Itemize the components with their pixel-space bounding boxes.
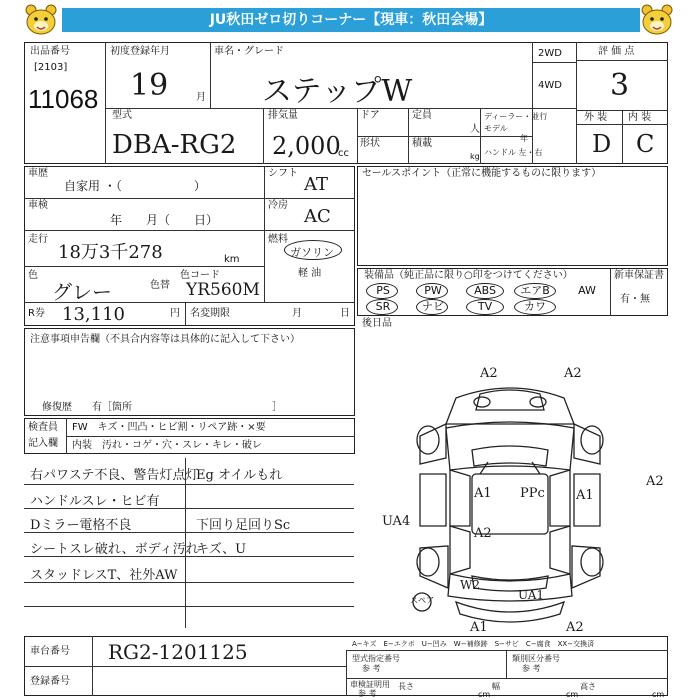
month-unit: 月 bbox=[292, 308, 302, 319]
reg-label: 初度登録年月 bbox=[110, 46, 170, 57]
4wd-label: 4WD bbox=[538, 80, 562, 91]
disp-unit: cc bbox=[338, 148, 349, 159]
km-unit: km bbox=[224, 254, 240, 265]
backseat-label: 後日品 bbox=[362, 318, 392, 329]
damage-bottom-left: A1 bbox=[470, 620, 488, 635]
grade-label: 評 価 点 bbox=[598, 46, 635, 57]
color-value: グレー bbox=[52, 280, 112, 304]
height-unit: cm bbox=[652, 690, 665, 699]
checker-label-2: 記入欄 bbox=[28, 438, 58, 449]
equipment-title: 装備品（純正品に限り○印をつけてください） bbox=[364, 270, 573, 281]
int-label: 内 装 bbox=[628, 112, 652, 123]
damage-left-side: UA4 bbox=[382, 514, 411, 529]
handle-label: ハンドル 左・右 bbox=[484, 148, 543, 157]
height-label: 高さ bbox=[580, 682, 596, 691]
mileage-label: 走行 bbox=[28, 234, 48, 245]
equip-navi-circle bbox=[416, 299, 448, 315]
equip-ps: PS bbox=[376, 284, 390, 297]
day-unit: 日 bbox=[340, 308, 350, 319]
fuel-gas-circle bbox=[284, 240, 342, 260]
damage-left-mid: A1 bbox=[474, 486, 492, 501]
equip-sr: SR bbox=[375, 300, 391, 313]
mileage-value: 18万3千278 bbox=[58, 242, 163, 263]
damage-center: PPc bbox=[520, 486, 545, 501]
door-label: ドア bbox=[360, 110, 380, 121]
remark-right-1: Eg オイルもれ bbox=[196, 468, 283, 483]
checker-label-1: 検査員 bbox=[28, 422, 58, 433]
ac-label: 冷房 bbox=[268, 200, 288, 211]
cert-label: 車検証明用 bbox=[350, 680, 390, 689]
lot-number: 11068 bbox=[28, 84, 99, 114]
grade-value: 3 bbox=[610, 68, 630, 103]
equip-tv: TV bbox=[477, 300, 493, 313]
mascot-logo-left bbox=[24, 4, 58, 36]
equip-leather-circle bbox=[514, 299, 556, 315]
equip-tv-circle bbox=[466, 299, 504, 315]
damage-legend: A−キズ E−エクボ U−凹み W−補修跡 S−サビ C−腐食 XX−交換済 bbox=[352, 640, 595, 648]
cap-label: 定員 bbox=[412, 110, 432, 121]
cert-ref: 参 考 bbox=[358, 689, 377, 698]
model-year-label: モデル bbox=[484, 124, 508, 133]
fuel-diesel: 軽 油 bbox=[298, 268, 322, 279]
disp-label: 排気量 bbox=[268, 110, 298, 121]
shift-value: AT bbox=[304, 174, 329, 195]
damage-left-lower: A2 bbox=[474, 526, 492, 541]
page-title: JU秋田ゼロ切りコーナー【現車：秋田会場】 bbox=[62, 8, 640, 32]
equip-aw: AW bbox=[578, 284, 596, 297]
equip-pw: PW bbox=[424, 284, 442, 297]
r-value: 13,110 bbox=[62, 304, 125, 325]
color-code-label: 色コード bbox=[180, 270, 220, 281]
class-label: 類別区分番号 bbox=[512, 654, 560, 663]
repair-label: 修復歴 有［箇所 ］ bbox=[42, 402, 282, 413]
spare-label: スペア bbox=[410, 596, 434, 605]
ac-value: AC bbox=[304, 206, 331, 227]
equip-leather: カワ bbox=[524, 300, 546, 313]
equip-navi: ナビ bbox=[422, 300, 444, 313]
damage-bottom-right: A2 bbox=[566, 620, 584, 635]
lot-label: 出品番号 bbox=[30, 46, 70, 57]
damage-right-mid: A1 bbox=[576, 488, 594, 503]
new-car-value: 有・無 bbox=[620, 294, 650, 305]
chassis-label: 車台番号 bbox=[30, 646, 70, 657]
use-value: 自家用 ・（ ） bbox=[64, 179, 206, 193]
dealer-label: ディーラー・並行 bbox=[484, 112, 548, 121]
tone-label: 色替 bbox=[150, 280, 170, 291]
width-unit: cm bbox=[566, 690, 579, 699]
remark-5: スタッドレスT、社外AW bbox=[30, 568, 178, 583]
year-unit: 年 bbox=[520, 134, 528, 143]
model-label: 型式 bbox=[112, 110, 132, 121]
kg-unit: kg bbox=[470, 152, 480, 161]
length-unit: cm bbox=[478, 690, 491, 699]
equip-ps-circle bbox=[366, 283, 398, 299]
fuel-label: 燃料 bbox=[268, 234, 288, 245]
remark-right-3: キズ、U bbox=[196, 542, 247, 557]
class-ref: 参 考 bbox=[522, 664, 541, 673]
notes-label: 注意事項申告欄（不具合内容等は具体的に記入して下さい） bbox=[30, 334, 300, 345]
chassis-value: RG2-1201125 bbox=[108, 640, 248, 664]
damage-right-side: A2 bbox=[646, 474, 664, 489]
name-label: 車名・グレード bbox=[214, 46, 284, 57]
use-label: 車歴 bbox=[28, 168, 48, 179]
remark-right-2: 下回り足回りSc bbox=[196, 518, 291, 533]
yen-unit: 円 bbox=[170, 308, 180, 319]
remark-3: Dミラー電格不良 bbox=[30, 518, 132, 533]
ext-value: D bbox=[592, 130, 612, 158]
disp-value: 2,000 bbox=[272, 132, 341, 160]
color-code-value: YR560M bbox=[186, 280, 260, 300]
damage-top-left: A2 bbox=[480, 366, 498, 381]
load-label: 積載 bbox=[412, 138, 432, 149]
name-value: ステップW bbox=[262, 74, 413, 109]
2wd-label: 2WD bbox=[538, 48, 562, 59]
remark-1: 右パワステ不良、警告灯点灯 bbox=[30, 468, 199, 483]
model-value: DBA-RG2 bbox=[112, 130, 237, 160]
type-spec-label: 型式指定番号 bbox=[352, 654, 400, 663]
equip-sr-circle bbox=[366, 299, 398, 315]
damage-top-right: A2 bbox=[564, 366, 582, 381]
equip-airbag: エアB bbox=[520, 284, 550, 297]
equip-pw-circle bbox=[416, 283, 448, 299]
int-value: C bbox=[636, 130, 655, 158]
damage-rear-center: UA1 bbox=[518, 588, 545, 602]
checker-row-2: 内装 汚れ・コゲ・穴・スレ・キレ・破レ bbox=[72, 440, 262, 451]
sales-point-box bbox=[357, 166, 668, 266]
new-car-label: 新車保証書 bbox=[614, 270, 664, 281]
remark-4: シートスレ破れ、ボディ汚れ bbox=[30, 542, 199, 557]
color-label: 色 bbox=[28, 270, 38, 281]
reg-month-unit: 月 bbox=[196, 92, 206, 103]
fuel-gas: ガソリン bbox=[290, 246, 334, 259]
mascot-logo-right bbox=[640, 4, 674, 36]
deadline-label: 名変期限 bbox=[190, 308, 230, 319]
sales-label: セールスポイント（正常に機能するものに限ります） bbox=[362, 168, 602, 179]
ext-label: 外 装 bbox=[584, 112, 608, 123]
remark-2: ハンドルスレ・ヒビ有 bbox=[30, 494, 160, 509]
length-label: 長さ bbox=[398, 682, 414, 691]
inspection-label: 車検 bbox=[28, 200, 48, 211]
inspection-value: 年 月（ 日） bbox=[110, 213, 219, 227]
equip-abs: ABS bbox=[474, 284, 496, 297]
equip-airbag-circle bbox=[514, 283, 556, 299]
damage-rear-left: W2 bbox=[460, 578, 480, 592]
checker-row-1: FW キズ・凹凸・ヒビ割・リペア跡・×要 bbox=[72, 422, 266, 433]
width-label: 幅 bbox=[492, 682, 500, 691]
shift-label: シフト bbox=[268, 168, 298, 179]
person-unit: 人 bbox=[470, 124, 480, 135]
register-label: 登録番号 bbox=[30, 676, 70, 687]
reg-year: 19 bbox=[130, 68, 169, 103]
equip-abs-circle bbox=[466, 283, 504, 299]
shape-label: 形状 bbox=[360, 138, 380, 149]
lot-sub: [2103] bbox=[34, 62, 68, 73]
type-spec-ref: 参 考 bbox=[362, 664, 381, 673]
r-label: R券 bbox=[28, 308, 45, 319]
